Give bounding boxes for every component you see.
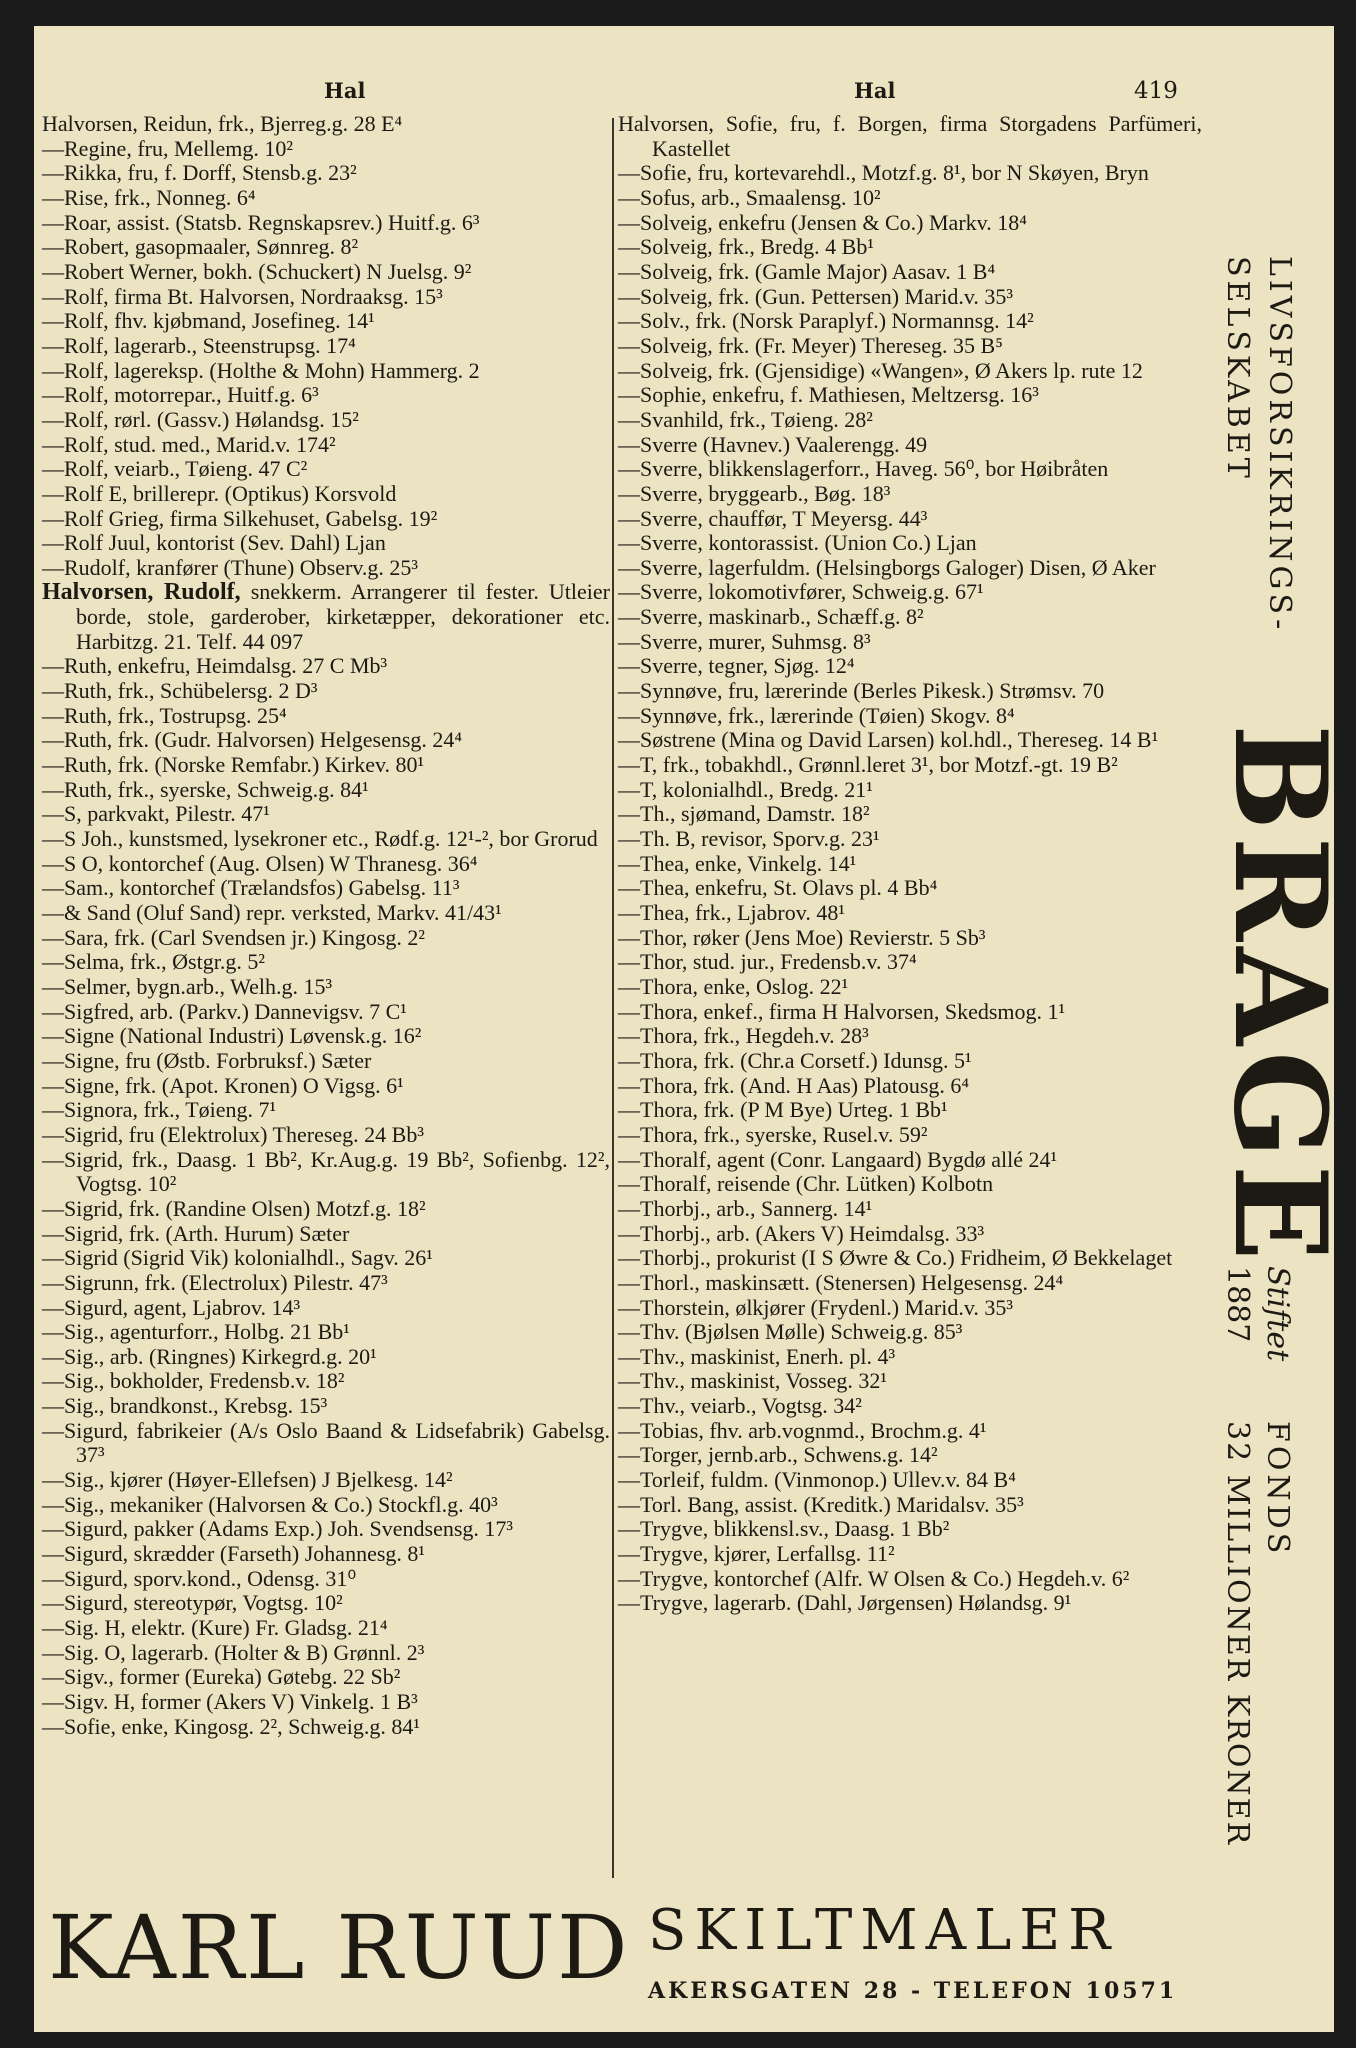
directory-entry: —Thora, enkef., firma H Halvorsen, Skedsmog. 1¹ xyxy=(618,998,1066,1024)
directory-entry: —S Joh., kunstsmed, lysekroner etc., Rødf.g. 12¹-², bor Grorud xyxy=(42,826,598,852)
directory-entry: —Solveig, frk. (Gamle Major) Aasav. 1 B⁴ xyxy=(618,258,996,284)
side-ad-line2: SELSKABET xyxy=(1220,256,1255,482)
directory-entry: —Ruth, frk., Tostrupsg. 25⁴ xyxy=(42,702,287,728)
directory-entry: —Sigrid, fru (Elektrolux) Thereseg. 24 Bb³ xyxy=(42,1121,424,1147)
directory-entry: —Thorl., maskinsætt. (Stenersen) Helgesensg. 24⁴ xyxy=(618,1269,1064,1295)
right-header-word: Hal xyxy=(854,78,896,103)
directory-entry: —Rolf, lagerarb., Steenstrupsg. 17⁴ xyxy=(42,332,356,358)
directory-entry: —T, frk., tobakhdl., Grønnl.leret 3¹, bor Motzf.-gt. 19 B² xyxy=(618,752,1118,778)
directory-entry: —Thorbj., arb., Sannerg. 14¹ xyxy=(618,1195,873,1221)
directory-entry: —Signe, fru (Østb. Forbruksf.) Sæter xyxy=(42,1047,372,1073)
directory-entry: —Sverre (Havnev.) Vaalerengg. 49 xyxy=(618,431,928,457)
directory-entry: —Sigv., former (Eureka) Gøtebg. 22 Sb² xyxy=(42,1664,401,1690)
directory-entry: —Thorbj., prokurist (I S Øwre & Co.) Fridheim, Ø Bekkelaget xyxy=(618,1245,1173,1271)
directory-entry: —Thea, enke, Vinkelg. 14¹ xyxy=(618,850,857,876)
directory-entry: —Solveig, enkefru (Jensen & Co.) Markv. 18⁴ xyxy=(618,209,1027,235)
directory-entry: —Sigurd, pakker (Adams Exp.) Joh. Svendsensg. 17³ xyxy=(42,1516,513,1542)
directory-entry: —Thora, frk., syerske, Rusel.v. 59² xyxy=(618,1121,928,1147)
directory-entry: —Rolf, motorrepar., Huitf.g. 6³ xyxy=(42,382,319,408)
side-ad-brand: BRAGE xyxy=(1206,724,1354,1267)
side-ad-stiftet: Stiftet xyxy=(1260,1266,1295,1362)
brage-side-ad xyxy=(1202,256,1354,1847)
directory-entry: —Sophie, enkefru, f. Mathiesen, Meltzersg. 16³ xyxy=(618,382,1039,408)
directory-entry: —Rudolf, kranfører (Thune) Observ.g. 25³ xyxy=(42,554,419,580)
directory-entry: —S, parkvakt, Pilestr. 47¹ xyxy=(42,801,270,827)
directory-entry: —Thv., veiarb., Vogtsg. 34² xyxy=(618,1393,862,1419)
directory-entry: —T, kolonialhdl., Bredg. 21¹ xyxy=(618,776,873,802)
directory-entry: —Sofie, fru, kortevarehdl., Motzf.g. 8¹, bor N Skøyen, Bryn xyxy=(618,160,1149,186)
directory-entry: —Solveig, frk. (Fr. Meyer) Thereseg. 35 B⁵ xyxy=(618,332,1003,358)
directory-entry: —Sverre, kontorassist. (Union Co.) Ljan xyxy=(618,530,977,556)
directory-entry: —Thor, stud. jur., Fredensb.v. 37⁴ xyxy=(618,949,917,975)
directory-entry: —Rolf E, brillerepr. (Optikus) Korsvold xyxy=(42,480,397,506)
directory-entry: —Sverre, blikkenslagerforr., Haveg. 56⁰, bor Høibråten xyxy=(618,456,1109,482)
directory-entry: —Synnøve, fru, lærerinde (Berles Pikesk.) Strømsv. 70 xyxy=(618,678,1105,704)
directory-entry: —Thea, enkefru, St. Olavs pl. 4 Bb⁴ xyxy=(618,875,938,901)
directory-entry: —Robert Werner, bokh. (Schuckert) N Juelsg. 9² xyxy=(42,258,472,284)
directory-entry: —Sig., arb. (Ringnes) Kirkegrd.g. 20¹ xyxy=(42,1343,377,1369)
left-column xyxy=(42,112,610,1739)
directory-entry: —Sig., mekaniker (Halvorsen & Co.) Stockfl.g. 40³ xyxy=(42,1491,498,1517)
directory-entry: —Sig. O, lagerarb. (Holter & B) Grønnl. 2³ xyxy=(42,1639,425,1665)
directory-entry: —Sig., agenturforr., Holbg. 21 Bb¹ xyxy=(42,1319,350,1345)
directory-entry: —Thorstein, ølkjører (Frydenl.) Marid.v. 35³ xyxy=(618,1294,1013,1320)
directory-entry: —Rolf, fhv. kjøbmand, Josefineg. 14¹ xyxy=(42,308,375,334)
directory-entry: —Trygve, kjører, Lerfallsg. 11² xyxy=(618,1541,895,1567)
directory-entry: —Solv., frk. (Norsk Paraplyf.) Normannsg. 14² xyxy=(618,308,1034,334)
directory-entry: —Sigurd, stereotypør, Vogtsg. 10² xyxy=(42,1590,343,1616)
directory-entry: —Trygve, lagerarb. (Dahl, Jørgensen) Hølandsg. 9¹ xyxy=(618,1590,1072,1616)
directory-entry: —Torger, jernb.arb., Schwens.g. 14² xyxy=(618,1442,938,1468)
directory-entry: —Synnøve, frk., lærerinde (Tøien) Skogv. 8⁴ xyxy=(618,702,1015,728)
directory-entry: —& Sand (Oluf Sand) repr. verksted, Markv. 41/43¹ xyxy=(42,900,502,925)
directory-entry: —Trygve, kontorchef (Alfr. W Olsen & Co.) Hegdeh.v. 6² xyxy=(618,1565,1130,1591)
directory-entry: Halvorsen, Sofie, fru, f. Borgen, firma Storgadens Parfümeri, Kastellet xyxy=(618,111,1202,161)
directory-entry: —Sigurd, fabrikeier (A/s Oslo Baand & Lidsefabrik) Gabelsg. 37³ xyxy=(42,1417,610,1468)
directory-page xyxy=(34,26,1354,2032)
ad-company-name: KARL RUUD xyxy=(48,1896,630,1999)
directory-entry: —Signora, frk., Tøieng. 7¹ xyxy=(42,1097,277,1123)
column-divider xyxy=(612,118,614,1878)
right-column xyxy=(618,112,1202,1616)
directory-entry: —Selmer, bygn.arb., Welh.g. 15³ xyxy=(42,973,333,999)
feature-entry-text: snekkerm. Arrangerer til fester. Utleier borde, stole, garderober, kirketæpper, dekorationer etc. Harbitzg. 21. Telf. 44 097 xyxy=(76,579,611,654)
directory-entry: —Thorbj., arb. (Akers V) Heimdalsg. 33³ xyxy=(618,1220,985,1246)
directory-entry: —Sverre, lagerfuldm. (Helsingborgs Galoger) Disen, Ø Aker xyxy=(618,554,1156,580)
directory-entry: —Thor, røker (Jens Moe) Revierstr. 5 Sb³ xyxy=(618,924,986,950)
directory-entry: —Rolf Grieg, firma Silkehuset, Gabelsg. 19² xyxy=(42,505,438,531)
directory-entry: —Ruth, frk., Schübelersg. 2 D³ xyxy=(42,678,318,704)
directory-entry: —Sig., bokholder, Fredensb.v. 18² xyxy=(42,1368,345,1394)
directory-entry: —Sig., kjører (Høyer-Ellefsen) J Bjelkesg. 14² xyxy=(42,1467,453,1493)
directory-entry: —Sigrid (Sigrid Vik) kolonialhdl., Sagv. 26¹ xyxy=(42,1245,433,1271)
directory-entry: —Tobias, fhv. arb.vognmd., Brochm.g. 4¹ xyxy=(618,1417,987,1443)
directory-entry: —Sig. H, elektr. (Kure) Fr. Gladsg. 21⁴ xyxy=(42,1615,388,1641)
directory-entry: —Thora, frk. (And. H Aas) Platousg. 6⁴ xyxy=(618,1072,970,1098)
directory-entry: —Sam., kontorchef (Trælandsfos) Gabelsg. 11³ xyxy=(42,875,460,901)
feature-entry-name: Halvorsen, Rudolf, xyxy=(42,579,241,606)
directory-entry: —Solveig, frk., Bredg. 4 Bb¹ xyxy=(618,234,874,260)
directory-entry: —Sigrid, frk. (Arth. Hurum) Sæter xyxy=(42,1220,350,1246)
directory-entry: —Rolf, veiarb., Tøieng. 47 C² xyxy=(42,456,308,482)
directory-entry: —Sverre, tegner, Sjøg. 12⁴ xyxy=(618,653,855,679)
directory-entry: —Sigurd, sporv.kond., Odensg. 31⁰ xyxy=(42,1565,357,1591)
directory-entry: —Solveig, frk. (Gun. Pettersen) Marid.v. 35³ xyxy=(618,283,1013,309)
directory-entry: —Svanhild, frk., Tøieng. 28² xyxy=(618,406,873,432)
directory-entry: —S O, kontorchef (Aug. Olsen) W Thranesg. 36⁴ xyxy=(42,850,478,876)
directory-entry: —Ruth, enkefru, Heimdalsg. 27 C Mb³ xyxy=(42,653,388,679)
directory-entry: —Thora, frk., Hegdeh.v. 28³ xyxy=(618,1023,869,1049)
directory-entry: —Th. B, revisor, Sporv.g. 23¹ xyxy=(618,826,880,852)
directory-entry: —Ruth, frk. (Gudr. Halvorsen) Helgesensg. 24⁴ xyxy=(42,727,463,753)
directory-entry: —Sverre, murer, Suhmsg. 8³ xyxy=(618,628,871,654)
directory-entry: —Ruth, frk. (Norske Remfabr.) Kirkev. 80¹ xyxy=(42,752,425,778)
directory-entry: —Signe (National Industri) Løvensk.g. 16² xyxy=(42,1023,422,1049)
directory-entry: —Sig., brandkonst., Krebsg. 15³ xyxy=(42,1393,328,1419)
directory-entry: —Thea, frk., Ljabrov. 48¹ xyxy=(618,900,845,925)
directory-entry: —Thv., maskinist, Enerh. pl. 4³ xyxy=(618,1343,896,1369)
side-ad-year: 1887 xyxy=(1220,1266,1255,1343)
page-number: 419 xyxy=(1134,78,1178,104)
directory-entry: —Sigrunn, frk. (Electrolux) Pilestr. 47³ xyxy=(42,1269,388,1295)
directory-entry: —Selma, frk., Østgr.g. 5² xyxy=(42,949,265,975)
directory-entry: —Sigurd, agent, Ljabrov. 14³ xyxy=(42,1294,301,1320)
side-ad-amount: 32 MILLIONER KRONER xyxy=(1220,1421,1255,1847)
ad-address: AKERSGATEN 28 - TELEFON 10571 xyxy=(648,1978,1178,2004)
directory-entry: —Torl. Bang, assist. (Kreditk.) Maridalsv. 35³ xyxy=(618,1491,1024,1517)
directory-entry: —Sverre, chauffør, T Meyersg. 44³ xyxy=(618,505,928,531)
directory-entry: —Th., sjømand, Damstr. 18² xyxy=(618,801,870,827)
left-header-word: Hal xyxy=(324,78,366,103)
directory-entry: —Sofie, enke, Kingosg. 2², Schweig.g. 84¹ xyxy=(42,1713,420,1739)
directory-entry: —Sverre, maskinarb., Schæff.g. 8² xyxy=(618,604,924,630)
directory-entry: —Regine, fru, Mellemg. 10² xyxy=(42,135,293,161)
directory-entry: —Rikka, fru, f. Dorff, Stensb.g. 23² xyxy=(42,160,357,186)
directory-entry: —Rise, frk., Nonneg. 6⁴ xyxy=(42,184,256,210)
directory-entry: —Sigv. H, former (Akers V) Vinkelg. 1 B³ xyxy=(42,1689,418,1714)
directory-entry: —Torleif, fuldm. (Vinmonop.) Ullev.v. 84 B⁴ xyxy=(618,1467,1016,1493)
directory-entry: —Thoralf, reisende (Chr. Lütken) Kolbotn xyxy=(618,1171,994,1197)
directory-entry: —Signe, frk. (Apot. Kronen) O Vigsg. 6¹ xyxy=(42,1072,404,1098)
directory-entry: —Thora, enke, Oslog. 22¹ xyxy=(618,973,849,999)
directory-entry: —Trygve, blikkensl.sv., Daasg. 1 Bb² xyxy=(618,1516,950,1542)
directory-entry: —Thoralf, agent (Conr. Langaard) Bygdø allé 24¹ xyxy=(618,1146,1058,1172)
directory-entry: —Sofus, arb., Smaalensg. 10² xyxy=(618,184,881,210)
directory-entry: —Sverre, bryggearb., Bøg. 18³ xyxy=(618,480,891,506)
directory-entry: —Rolf, lagereksp. (Holthe & Mohn) Hammerg. 2 xyxy=(42,357,480,383)
directory-entry: —Sigurd, skrædder (Farseth) Johannesg. 8¹ xyxy=(42,1541,425,1567)
directory-entry: —Sigrid, frk. (Randine Olsen) Motzf.g. 18² xyxy=(42,1195,426,1221)
ad-trade: SKILTMALER xyxy=(648,1898,1119,1963)
directory-entry: —Søstrene (Mina og David Larsen) kol.hdl., Thereseg. 14 B¹ xyxy=(618,727,1159,753)
directory-entry: —Solveig, frk. (Gjensidige) «Wangen», Ø Akers lp. rute 12 xyxy=(618,357,1143,383)
directory-entry: —Sverre, lokomotivfører, Schweig.g. 67¹ xyxy=(618,579,984,605)
feature-entry xyxy=(42,580,610,654)
directory-entry: —Rolf, firma Bt. Halvorsen, Nordraaksg. 15³ xyxy=(42,283,443,309)
directory-entry: —Rolf Juul, kontorist (Sev. Dahl) Ljan xyxy=(42,530,386,556)
directory-entry: —Sara, frk. (Carl Svendsen jr.) Kingosg. 2² xyxy=(42,924,425,950)
side-ad-line1: LIVSFORSIKRINGS- xyxy=(1262,256,1297,634)
directory-entry: —Rolf, rørl. (Gassv.) Hølandsg. 15² xyxy=(42,406,359,432)
bottom-advertisement xyxy=(34,1882,1334,2012)
directory-entry: —Ruth, frk., syerske, Schweig.g. 84¹ xyxy=(42,776,369,802)
directory-entry: —Thora, frk. (Chr.a Corsetf.) Idunsg. 5¹ xyxy=(618,1047,972,1073)
directory-entry: —Roar, assist. (Statsb. Regnskapsrev.) Huitf.g. 6³ xyxy=(42,209,480,235)
directory-entry: —Thora, frk. (P M Bye) Urteg. 1 Bb¹ xyxy=(618,1097,948,1123)
directory-entry: —Thv., maskinist, Vosseg. 32¹ xyxy=(618,1368,887,1394)
directory-entry: —Rolf, stud. med., Marid.v. 174² xyxy=(42,431,336,457)
directory-entry: —Sigrid, frk., Daasg. 1 Bb², Kr.Aug.g. 19 Bb², Sofienbg. 12², Vogtsg. 10² xyxy=(42,1146,610,1197)
directory-entry: —Thv. (Bjølsen Mølle) Schweig.g. 85³ xyxy=(618,1319,963,1345)
directory-entry: —Robert, gasopmaaler, Sønnreg. 8² xyxy=(42,234,359,260)
directory-entry: Halvorsen, Reidun, frk., Bjerreg.g. 28 E⁴ xyxy=(42,111,403,136)
side-ad-fonds: FONDS xyxy=(1260,1421,1295,1558)
directory-entry: —Sigfred, arb. (Parkv.) Dannevigsv. 7 C¹ xyxy=(42,998,407,1024)
